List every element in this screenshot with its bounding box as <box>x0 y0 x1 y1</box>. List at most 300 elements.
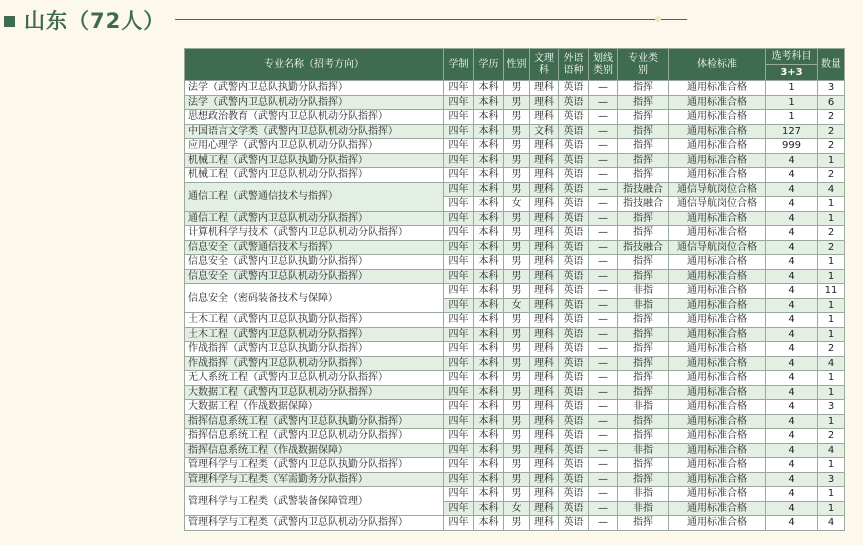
cell-degree: 本科 <box>474 516 504 531</box>
cell-degree: 本科 <box>474 240 504 255</box>
table-row <box>185 124 845 139</box>
cell-count: 1 <box>818 501 845 516</box>
cell-gender: 男 <box>504 182 530 197</box>
cell-count: 1 <box>818 458 845 473</box>
cell-duration: 四年 <box>444 139 474 154</box>
cell-language: 英语 <box>559 255 589 270</box>
cell-cutoff: — <box>589 284 618 299</box>
cell-category: 非指 <box>618 501 669 516</box>
cell-cutoff: — <box>589 458 618 473</box>
cell-language: 英语 <box>559 443 589 458</box>
cell-gender: 男 <box>504 356 530 371</box>
cell-language: 英语 <box>559 313 589 328</box>
cell-degree: 本科 <box>474 284 504 299</box>
cell-degree: 本科 <box>474 226 504 241</box>
section-title: 山东（72人） <box>24 9 166 33</box>
cell-cutoff: — <box>589 487 618 502</box>
cell-cutoff: — <box>589 371 618 386</box>
cell-major: 信息安全（武警内卫总队执勤分队指挥） <box>185 255 444 270</box>
cell-count: 1 <box>818 269 845 284</box>
table-row <box>185 356 845 371</box>
cell-count: 1 <box>818 371 845 386</box>
cell-gender: 男 <box>504 443 530 458</box>
cell-track: 理科 <box>530 429 559 444</box>
cell-count: 1 <box>818 487 845 502</box>
cell-cutoff: — <box>589 501 618 516</box>
cell-category: 指挥 <box>618 95 669 110</box>
cell-subjects: 4 <box>766 197 818 212</box>
table-row <box>185 269 845 284</box>
table-row <box>185 240 845 255</box>
table-row <box>185 255 845 270</box>
cell-physical: 通用标准合格 <box>669 458 766 473</box>
cell-duration: 四年 <box>444 487 474 502</box>
cell-cutoff: — <box>589 226 618 241</box>
cell-duration: 四年 <box>444 458 474 473</box>
cell-cutoff: — <box>589 197 618 212</box>
table-row <box>185 313 845 328</box>
cell-language: 英语 <box>559 269 589 284</box>
cell-duration: 四年 <box>444 197 474 212</box>
cell-degree: 本科 <box>474 458 504 473</box>
cell-duration: 四年 <box>444 168 474 183</box>
col-cutoff: 划线类别 <box>589 49 618 81</box>
cell-duration: 四年 <box>444 342 474 357</box>
cell-subjects: 4 <box>766 255 818 270</box>
cell-cutoff: — <box>589 168 618 183</box>
cell-category: 指挥 <box>618 139 669 154</box>
cell-duration: 四年 <box>444 501 474 516</box>
cell-track: 理科 <box>530 168 559 183</box>
cell-language: 英语 <box>559 429 589 444</box>
cell-duration: 四年 <box>444 240 474 255</box>
cell-duration: 四年 <box>444 182 474 197</box>
cell-language: 英语 <box>559 342 589 357</box>
cell-degree: 本科 <box>474 429 504 444</box>
cell-major: 通信工程（武警通信技术与指挥） <box>185 182 444 211</box>
col-subjects-sub: 3+3 <box>766 65 818 81</box>
cell-physical: 通用标准合格 <box>669 168 766 183</box>
cell-subjects: 4 <box>766 472 818 487</box>
cell-major: 指挥信息系统工程（作战数据保障） <box>185 443 444 458</box>
col-track: 文理科 <box>530 49 559 81</box>
cell-count: 1 <box>818 414 845 429</box>
cell-physical: 通用标准合格 <box>669 385 766 400</box>
cell-duration: 四年 <box>444 356 474 371</box>
cell-track: 理科 <box>530 255 559 270</box>
table-row <box>185 327 845 342</box>
cell-track: 理科 <box>530 385 559 400</box>
cell-subjects: 4 <box>766 284 818 299</box>
table-header <box>185 49 845 81</box>
cell-cutoff: — <box>589 240 618 255</box>
cell-subjects: 4 <box>766 385 818 400</box>
cell-duration: 四年 <box>444 472 474 487</box>
cell-major: 大数据工程（武警内卫总队机动分队指挥） <box>185 385 444 400</box>
cell-major: 中国语言文学类（武警内卫总队机动分队指挥） <box>185 124 444 139</box>
cell-cutoff: — <box>589 124 618 139</box>
cell-subjects: 4 <box>766 458 818 473</box>
cell-duration: 四年 <box>444 124 474 139</box>
cell-major: 管理科学与工程类（武警内卫总队执勤分队指挥） <box>185 458 444 473</box>
cell-physical: 通用标准合格 <box>669 342 766 357</box>
cell-track: 理科 <box>530 356 559 371</box>
cell-degree: 本科 <box>474 400 504 415</box>
cell-subjects: 4 <box>766 356 818 371</box>
table-row <box>185 182 845 197</box>
cell-track: 理科 <box>530 400 559 415</box>
cell-subjects: 4 <box>766 269 818 284</box>
cell-cutoff: — <box>589 342 618 357</box>
cell-gender: 男 <box>504 313 530 328</box>
cell-gender: 男 <box>504 255 530 270</box>
cell-major: 思想政治教育（武警内卫总队机动分队指挥） <box>185 110 444 125</box>
cell-language: 英语 <box>559 168 589 183</box>
table-row <box>185 429 845 444</box>
cell-track: 理科 <box>530 327 559 342</box>
cell-count: 4 <box>818 443 845 458</box>
cell-gender: 男 <box>504 458 530 473</box>
cell-subjects: 4 <box>766 182 818 197</box>
table-body <box>185 81 845 531</box>
cell-category: 指挥 <box>618 255 669 270</box>
cell-category: 指挥 <box>618 429 669 444</box>
cell-degree: 本科 <box>474 501 504 516</box>
cell-duration: 四年 <box>444 81 474 96</box>
cell-count: 3 <box>818 400 845 415</box>
cell-count: 1 <box>818 211 845 226</box>
cell-gender: 男 <box>504 110 530 125</box>
cell-track: 理科 <box>530 458 559 473</box>
cell-language: 英语 <box>559 226 589 241</box>
cell-count: 2 <box>818 168 845 183</box>
cell-language: 英语 <box>559 81 589 96</box>
cell-duration: 四年 <box>444 400 474 415</box>
cell-degree: 本科 <box>474 443 504 458</box>
cell-degree: 本科 <box>474 197 504 212</box>
cell-gender: 男 <box>504 139 530 154</box>
cell-duration: 四年 <box>444 95 474 110</box>
cell-language: 英语 <box>559 139 589 154</box>
cell-track: 理科 <box>530 472 559 487</box>
cell-major: 法学（武警内卫总队执勤分队指挥） <box>185 81 444 96</box>
cell-category: 指挥 <box>618 211 669 226</box>
cell-language: 英语 <box>559 110 589 125</box>
cell-language: 英语 <box>559 385 589 400</box>
cell-physical: 通用标准合格 <box>669 443 766 458</box>
cell-category: 非指 <box>618 443 669 458</box>
cell-duration: 四年 <box>444 516 474 531</box>
cell-language: 英语 <box>559 284 589 299</box>
cell-category: 非指 <box>618 400 669 415</box>
cell-category: 指挥 <box>618 327 669 342</box>
cell-language: 英语 <box>559 124 589 139</box>
cell-degree: 本科 <box>474 255 504 270</box>
cell-gender: 女 <box>504 197 530 212</box>
cell-language: 英语 <box>559 95 589 110</box>
table-row <box>185 342 845 357</box>
cell-cutoff: — <box>589 269 618 284</box>
cell-degree: 本科 <box>474 153 504 168</box>
col-subjects: 选考科目 <box>766 49 818 65</box>
cell-subjects: 1 <box>766 95 818 110</box>
cell-track: 理科 <box>530 211 559 226</box>
cell-physical: 通用标准合格 <box>669 226 766 241</box>
cell-duration: 四年 <box>444 255 474 270</box>
table-row <box>185 139 845 154</box>
cell-count: 11 <box>818 284 845 299</box>
cell-major: 信息安全（武警通信技术与指挥） <box>185 240 444 255</box>
cell-language: 英语 <box>559 182 589 197</box>
table-row <box>185 472 845 487</box>
cell-category: 非指 <box>618 298 669 313</box>
cell-gender: 男 <box>504 240 530 255</box>
cell-subjects: 127 <box>766 124 818 139</box>
admissions-table <box>184 48 845 531</box>
cell-track: 理科 <box>530 284 559 299</box>
cell-category: 非指 <box>618 284 669 299</box>
cell-duration: 四年 <box>444 313 474 328</box>
cell-category: 指技融合 <box>618 197 669 212</box>
table-row <box>185 226 845 241</box>
cell-language: 英语 <box>559 516 589 531</box>
cell-subjects: 4 <box>766 327 818 342</box>
cell-physical: 通用标准合格 <box>669 255 766 270</box>
cell-subjects: 4 <box>766 487 818 502</box>
cell-track: 理科 <box>530 81 559 96</box>
cell-duration: 四年 <box>444 153 474 168</box>
cell-cutoff: — <box>589 429 618 444</box>
cell-track: 理科 <box>530 269 559 284</box>
cell-gender: 男 <box>504 342 530 357</box>
cell-degree: 本科 <box>474 327 504 342</box>
cell-degree: 本科 <box>474 211 504 226</box>
cell-duration: 四年 <box>444 371 474 386</box>
cell-subjects: 4 <box>766 313 818 328</box>
cell-major: 计算机科学与技术（武警内卫总队机动分队指挥） <box>185 226 444 241</box>
cell-track: 理科 <box>530 110 559 125</box>
cell-gender: 男 <box>504 516 530 531</box>
cell-track: 理科 <box>530 182 559 197</box>
cell-language: 英语 <box>559 153 589 168</box>
cell-degree: 本科 <box>474 95 504 110</box>
cell-language: 英语 <box>559 356 589 371</box>
cell-subjects: 4 <box>766 226 818 241</box>
cell-duration: 四年 <box>444 226 474 241</box>
cell-major: 应用心理学（武警内卫总队机动分队指挥） <box>185 139 444 154</box>
cell-physical: 通用标准合格 <box>669 516 766 531</box>
cell-major: 土木工程（武警内卫总队机动分队指挥） <box>185 327 444 342</box>
cell-physical: 通用标准合格 <box>669 472 766 487</box>
cell-physical: 通用标准合格 <box>669 327 766 342</box>
cell-count: 1 <box>818 327 845 342</box>
cell-track: 理科 <box>530 139 559 154</box>
cell-degree: 本科 <box>474 342 504 357</box>
cell-cutoff: — <box>589 211 618 226</box>
section-header <box>0 0 863 42</box>
cell-gender: 男 <box>504 487 530 502</box>
cell-major: 通信工程（武警内卫总队机动分队指挥） <box>185 211 444 226</box>
cell-gender: 男 <box>504 284 530 299</box>
cell-duration: 四年 <box>444 110 474 125</box>
table-row <box>185 95 845 110</box>
cell-physical: 通用标准合格 <box>669 313 766 328</box>
cell-physical: 通用标准合格 <box>669 429 766 444</box>
cell-category: 指挥 <box>618 226 669 241</box>
cell-subjects: 4 <box>766 298 818 313</box>
cell-gender: 男 <box>504 226 530 241</box>
cell-language: 英语 <box>559 458 589 473</box>
cell-duration: 四年 <box>444 414 474 429</box>
cell-cutoff: — <box>589 298 618 313</box>
cell-count: 1 <box>818 153 845 168</box>
cell-degree: 本科 <box>474 269 504 284</box>
cell-major: 作战指挥（武警内卫总队机动分队指挥） <box>185 356 444 371</box>
cell-major: 管理科学与工程类（武警装备保障管理） <box>185 487 444 516</box>
col-degree: 学历 <box>474 49 504 81</box>
header-dot-decoration <box>655 16 661 22</box>
cell-gender: 男 <box>504 400 530 415</box>
cell-category: 指技融合 <box>618 182 669 197</box>
table-row <box>185 487 845 502</box>
cell-cutoff: — <box>589 356 618 371</box>
cell-degree: 本科 <box>474 139 504 154</box>
cell-track: 理科 <box>530 197 559 212</box>
cell-cutoff: — <box>589 443 618 458</box>
cell-cutoff: — <box>589 110 618 125</box>
cell-physical: 通信导航岗位合格 <box>669 240 766 255</box>
cell-category: 指挥 <box>618 342 669 357</box>
cell-track: 理科 <box>530 487 559 502</box>
cell-subjects: 4 <box>766 516 818 531</box>
cell-duration: 四年 <box>444 385 474 400</box>
cell-degree: 本科 <box>474 356 504 371</box>
cell-cutoff: — <box>589 400 618 415</box>
cell-language: 英语 <box>559 414 589 429</box>
cell-physical: 通用标准合格 <box>669 153 766 168</box>
cell-duration: 四年 <box>444 284 474 299</box>
cell-category: 指挥 <box>618 313 669 328</box>
cell-major: 管理科学与工程类（军需勤务分队指挥） <box>185 472 444 487</box>
cell-subjects: 4 <box>766 501 818 516</box>
cell-track: 理科 <box>530 414 559 429</box>
cell-major: 大数据工程（作战数据保障） <box>185 400 444 415</box>
cell-count: 4 <box>818 356 845 371</box>
cell-physical: 通用标准合格 <box>669 356 766 371</box>
cell-physical: 通用标准合格 <box>669 298 766 313</box>
table-row <box>185 110 845 125</box>
cell-count: 4 <box>818 182 845 197</box>
cell-degree: 本科 <box>474 182 504 197</box>
cell-gender: 男 <box>504 472 530 487</box>
cell-track: 理科 <box>530 95 559 110</box>
cell-major: 土木工程（武警内卫总队执勤分队指挥） <box>185 313 444 328</box>
cell-category: 指挥 <box>618 371 669 386</box>
cell-count: 1 <box>818 298 845 313</box>
cell-physical: 通用标准合格 <box>669 124 766 139</box>
table-row <box>185 284 845 299</box>
cell-degree: 本科 <box>474 313 504 328</box>
cell-language: 英语 <box>559 240 589 255</box>
cell-count: 2 <box>818 240 845 255</box>
table-row <box>185 153 845 168</box>
cell-category: 指挥 <box>618 153 669 168</box>
cell-major: 指挥信息系统工程（武警内卫总队执勤分队指挥） <box>185 414 444 429</box>
cell-gender: 男 <box>504 81 530 96</box>
col-gender: 性别 <box>504 49 530 81</box>
cell-gender: 男 <box>504 95 530 110</box>
cell-count: 3 <box>818 472 845 487</box>
cell-degree: 本科 <box>474 110 504 125</box>
cell-cutoff: — <box>589 255 618 270</box>
cell-gender: 男 <box>504 269 530 284</box>
cell-physical: 通用标准合格 <box>669 139 766 154</box>
cell-gender: 男 <box>504 124 530 139</box>
header-square-icon <box>4 16 15 27</box>
table-row <box>185 414 845 429</box>
table-row <box>185 516 845 531</box>
cell-duration: 四年 <box>444 269 474 284</box>
cell-count: 4 <box>818 516 845 531</box>
cell-physical: 通用标准合格 <box>669 110 766 125</box>
cell-major: 指挥信息系统工程（武警内卫总队机动分队指挥） <box>185 429 444 444</box>
cell-gender: 男 <box>504 211 530 226</box>
cell-degree: 本科 <box>474 298 504 313</box>
cell-physical: 通信导航岗位合格 <box>669 182 766 197</box>
cell-duration: 四年 <box>444 429 474 444</box>
cell-gender: 男 <box>504 429 530 444</box>
cell-subjects: 4 <box>766 429 818 444</box>
cell-major: 无人系统工程（武警内卫总队机动分队指挥） <box>185 371 444 386</box>
cell-track: 理科 <box>530 240 559 255</box>
cell-count: 2 <box>818 124 845 139</box>
cell-physical: 通用标准合格 <box>669 284 766 299</box>
cell-language: 英语 <box>559 501 589 516</box>
cell-category: 指挥 <box>618 472 669 487</box>
cell-count: 1 <box>818 255 845 270</box>
cell-count: 1 <box>818 385 845 400</box>
col-count: 数量 <box>818 49 845 81</box>
cell-physical: 通用标准合格 <box>669 487 766 502</box>
cell-major: 管理科学与工程类（武警内卫总队机动分队指挥） <box>185 516 444 531</box>
cell-language: 英语 <box>559 487 589 502</box>
table-row <box>185 400 845 415</box>
cell-language: 英语 <box>559 197 589 212</box>
cell-degree: 本科 <box>474 124 504 139</box>
cell-count: 2 <box>818 139 845 154</box>
cell-physical: 通信导航岗位合格 <box>669 197 766 212</box>
cell-language: 英语 <box>559 327 589 342</box>
table-row <box>185 443 845 458</box>
cell-category: 指技融合 <box>618 240 669 255</box>
cell-cutoff: — <box>589 414 618 429</box>
cell-track: 文科 <box>530 124 559 139</box>
cell-cutoff: — <box>589 153 618 168</box>
cell-degree: 本科 <box>474 385 504 400</box>
col-category: 专业类别 <box>618 49 669 81</box>
cell-category: 指挥 <box>618 414 669 429</box>
cell-cutoff: — <box>589 472 618 487</box>
cell-subjects: 4 <box>766 342 818 357</box>
cell-gender: 男 <box>504 414 530 429</box>
cell-track: 理科 <box>530 298 559 313</box>
cell-gender: 女 <box>504 298 530 313</box>
cell-category: 非指 <box>618 487 669 502</box>
cell-language: 英语 <box>559 472 589 487</box>
cell-gender: 男 <box>504 371 530 386</box>
table-row <box>185 168 845 183</box>
cell-subjects: 1 <box>766 110 818 125</box>
